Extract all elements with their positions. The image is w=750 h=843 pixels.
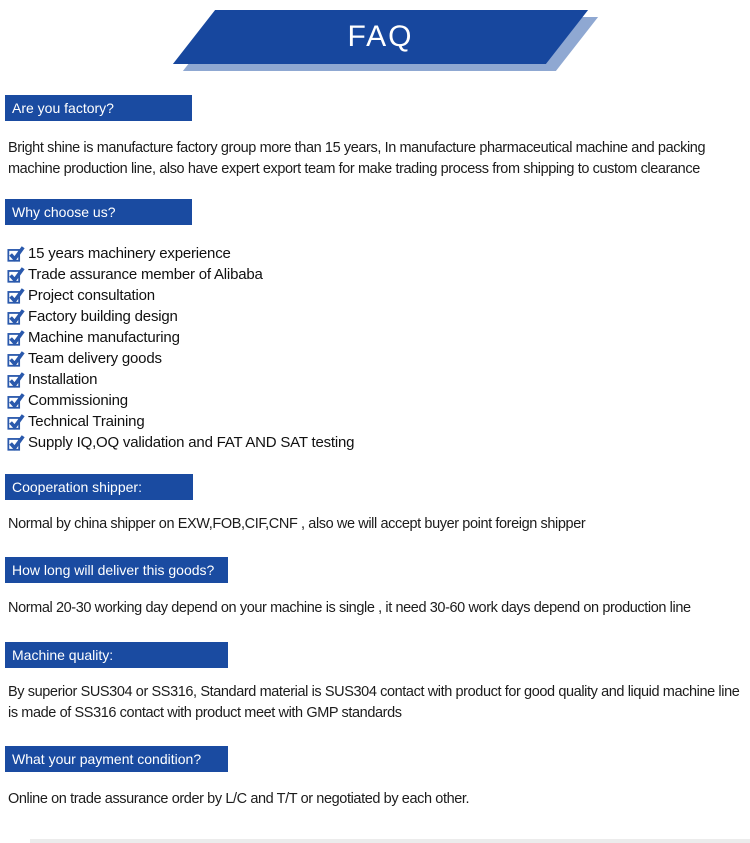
paragraph-payment-condition: Online on trade assurance order by L/C and T/T or negotiated by each other. <box>8 791 470 807</box>
checkbox-checked-icon <box>7 266 25 284</box>
checklist-item <box>7 264 354 285</box>
faq-banner <box>194 10 567 64</box>
checklist-item <box>7 369 354 390</box>
checkbox-checked-icon <box>7 329 25 347</box>
checklist-item <box>7 432 354 453</box>
checklist-item-label: Installation <box>28 371 98 388</box>
checklist-item <box>7 285 354 306</box>
checklist-item <box>7 390 354 411</box>
paragraph-delivery-time: Normal 20-30 working day depend on your machine is single , it need 30-60 work days depend on production line <box>8 600 691 616</box>
next-section-edge <box>30 839 750 843</box>
checklist-item-label: Machine manufacturing <box>28 329 180 346</box>
checkbox-checked-icon <box>7 350 25 368</box>
why-choose-us-checklist <box>7 243 354 453</box>
paragraph-machine-quality: By superior SUS304 or SS316, Standard material is SUS304 contact with product for good quality and liquid machine line is made of SS316 contact with product meet with GMP standards <box>8 684 740 721</box>
checklist-item-label: Technical Training <box>28 413 145 430</box>
checklist-item-label: Commissioning <box>28 392 128 409</box>
checklist-item-label: Team delivery goods <box>28 350 162 367</box>
checklist-item-label: Factory building design <box>28 308 178 325</box>
section-title-delivery-time: How long will deliver this goods? <box>5 557 228 583</box>
checklist-item <box>7 411 354 432</box>
checklist-item <box>7 327 354 348</box>
checkbox-checked-icon <box>7 392 25 410</box>
checkbox-checked-icon <box>7 371 25 389</box>
checklist-item <box>7 348 354 369</box>
checkbox-checked-icon <box>7 287 25 305</box>
checkbox-checked-icon <box>7 413 25 431</box>
section-title-payment-condition: What your payment condition? <box>5 746 228 772</box>
section-title-cooperation-shipper: Cooperation shipper: <box>5 474 193 500</box>
checklist-item <box>7 243 354 264</box>
section-title-why-choose-us: Why choose us? <box>5 199 192 225</box>
checklist-item-label: Project consultation <box>28 287 155 304</box>
checklist-item-label: 15 years machinery experience <box>28 245 231 262</box>
paragraph-are-you-factory: Bright shine is manufacture factory group more than 15 years, In manufacture pharmaceutical machine and packing machine production line, also have expert export team for make trading process from shipping to custom clearance <box>8 140 706 177</box>
checkbox-checked-icon <box>7 434 25 452</box>
checklist-item <box>7 306 354 327</box>
section-title-are-you-factory: Are you factory? <box>5 95 192 121</box>
checkbox-checked-icon <box>7 308 25 326</box>
section-title-machine-quality: Machine quality: <box>5 642 228 668</box>
faq-banner-title: FAQ <box>347 20 414 53</box>
checklist-item-label: Supply IQ,OQ validation and FAT AND SAT testing <box>28 434 355 451</box>
paragraph-cooperation-shipper: Normal by china shipper on EXW,FOB,CIF,CNF , also we will accept buyer point foreign shipper <box>8 516 586 532</box>
checklist-item-label: Trade assurance member of Alibaba <box>28 266 263 283</box>
checkbox-checked-icon <box>7 245 25 263</box>
